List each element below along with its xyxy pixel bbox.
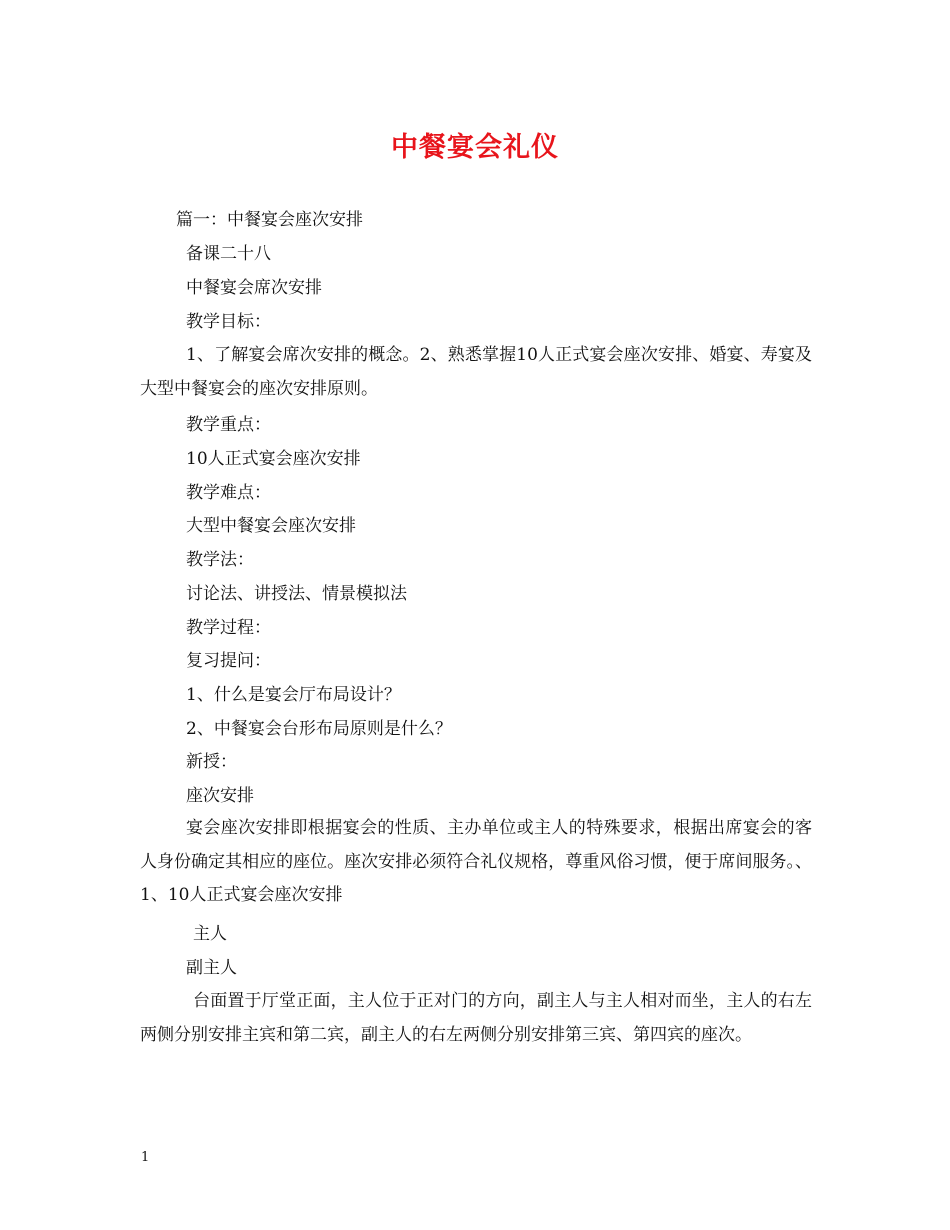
- host-label: 主人: [193, 924, 227, 944]
- key-points-text: 10人正式宴会座次安排: [186, 449, 361, 469]
- new-content-label: 新授：: [186, 752, 237, 772]
- process-label: 教学过程：: [186, 618, 271, 638]
- page-number: 1: [141, 1150, 150, 1165]
- seating-paragraph: 宴会座次安排即根据宴会的性质、主办单位或主人的特殊要求，根据出席宴会的客人身份确定其相应的座位。座次安排必须符合礼仪规格，尊重风俗习惯，便于席间服务。、 1、10人正式宴会座次安排: [140, 818, 812, 905]
- lesson-number: 备课二十八: [186, 244, 271, 264]
- review-question-2: 2、中餐宴会台形布局原则是什么？: [186, 719, 452, 739]
- objectives-label: 教学目标：: [186, 312, 271, 332]
- methods-text: 讨论法、讲授法、情景模拟法: [186, 584, 407, 604]
- review-question-1: 1、什么是宴会厅布局设计？: [186, 685, 401, 705]
- objectives-text: 1、了解宴会席次安排的概念。2、熟悉掌握10人正式宴会座次安排、婚宴、寿宴及大型中餐宴会的座次安排原则。: [140, 345, 812, 399]
- key-points-label: 教学重点：: [186, 415, 271, 435]
- review-label: 复习提问：: [186, 651, 271, 671]
- section-heading: 篇一：中餐宴会座次安排: [176, 210, 363, 230]
- seating-heading: 座次安排: [186, 786, 254, 806]
- document-title: 中餐宴会礼仪: [391, 132, 559, 163]
- deputy-host-label: 副主人: [186, 958, 237, 978]
- seating-description: 台面置于厅堂正面，主人位于正对门的方向，副主人与主人相对而坐，主人的右左两侧分别安排主宾和第二宾，副主人的右左两侧分别安排第三宾、第四宾的座次。: [140, 991, 812, 1045]
- difficulties-label: 教学难点：: [186, 483, 271, 503]
- methods-label: 教学法：: [186, 550, 254, 570]
- difficulties-text: 大型中餐宴会座次安排: [186, 516, 356, 536]
- lesson-title: 中餐宴会席次安排: [186, 278, 322, 298]
